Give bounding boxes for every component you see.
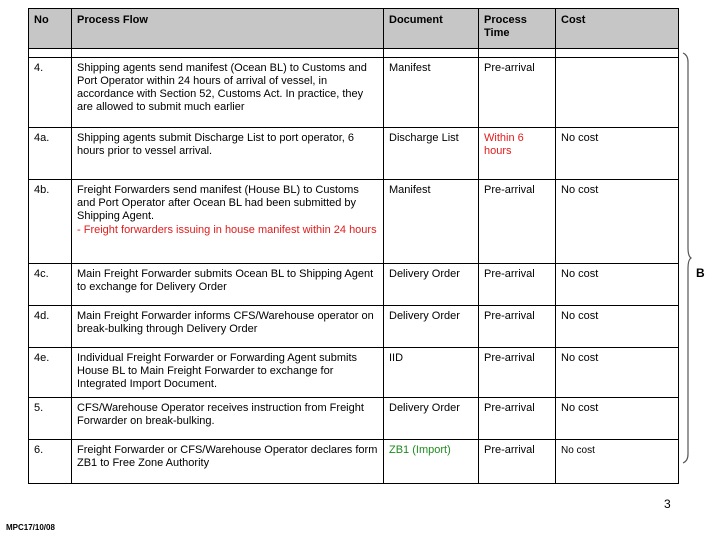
row-note: - Freight forwarders issuing in house manifest within 24 hours: [77, 224, 377, 236]
row-cost: No cost: [556, 306, 679, 348]
row-document: Manifest: [384, 180, 479, 264]
row-no: 4a.: [29, 128, 72, 180]
row-cost: No cost: [556, 348, 679, 398]
row-process: Main Freight Forwarder informs CFS/Warehouse operator on break-bulking through Delivery Order: [72, 306, 384, 348]
row-document: Delivery Order: [384, 398, 479, 440]
header-no: No: [29, 9, 72, 49]
row-process-cell: [72, 180, 384, 264]
row-time: Pre-arrival: [479, 58, 556, 128]
row-no: 4d.: [29, 306, 72, 348]
header-process-time: Process Time: [479, 9, 556, 49]
table-row: [29, 128, 679, 180]
row-process: CFS/Warehouse Operator receives instruction from Freight Forwarder on break-bulking.: [72, 398, 384, 440]
row-document: IID: [384, 348, 479, 398]
row-cost: No cost: [556, 128, 679, 180]
header-process-flow: Process Flow: [72, 9, 384, 49]
process-flow-table: [28, 8, 679, 484]
table-row: [29, 180, 679, 264]
table-row: [29, 306, 679, 348]
table-row: [29, 398, 679, 440]
row-document: Delivery Order: [384, 264, 479, 306]
header-document: Document: [384, 9, 479, 49]
row-document: Manifest: [384, 58, 479, 128]
row-time: Pre-arrival: [479, 306, 556, 348]
row-no: 5.: [29, 398, 72, 440]
row-process: Freight Forwarders send manifest (House BL) to Customs and Port Operator after Ocean BL had been submitted by Shipping Agent.: [77, 184, 359, 222]
row-no: 4b.: [29, 180, 72, 264]
row-document: Discharge List: [384, 128, 479, 180]
spacer-row: [29, 49, 679, 58]
row-time: Pre-arrival: [479, 398, 556, 440]
row-no: 4e.: [29, 348, 72, 398]
row-no: 4c.: [29, 264, 72, 306]
row-process: Main Freight Forwarder submits Ocean BL to Shipping Agent to exchange for Delivery Order: [72, 264, 384, 306]
table-row: [29, 440, 679, 484]
group-label-b: B: [696, 266, 705, 280]
page-number: 3: [664, 497, 671, 511]
header-cost: Cost: [556, 9, 679, 49]
row-cost: No cost: [556, 440, 679, 484]
row-time: Pre-arrival: [479, 264, 556, 306]
row-cost: [556, 58, 679, 128]
row-no: 6.: [29, 440, 72, 484]
row-time: Pre-arrival: [479, 440, 556, 484]
table-row: [29, 264, 679, 306]
row-no: 4.: [29, 58, 72, 128]
bracket-brace: [682, 52, 692, 464]
table-row: [29, 348, 679, 398]
row-time: Pre-arrival: [479, 180, 556, 264]
row-process: Individual Freight Forwarder or Forwarding Agent submits House BL to Main Freight Forwarder to exchange for Integrated Import Document.: [72, 348, 384, 398]
table-header-row: [29, 9, 679, 49]
row-process: Shipping agents submit Discharge List to port operator, 6 hours prior to vessel arrival.: [72, 128, 384, 180]
row-cost: No cost: [556, 398, 679, 440]
row-document: Delivery Order: [384, 306, 479, 348]
row-cost: No cost: [556, 264, 679, 306]
row-process: Shipping agents send manifest (Ocean BL) to Customs and Port Operator within 24 hours of arrival of vessel, in accordance with Section 52, Customs Act. In practice, they are allowed to submit much earlier: [72, 58, 384, 128]
row-process: Freight Forwarder or CFS/Warehouse Operator declares form ZB1 to Free Zone Authority: [72, 440, 384, 484]
footer-code: MPC17/10/08: [6, 523, 55, 532]
row-time: Pre-arrival: [479, 348, 556, 398]
row-cost: No cost: [556, 180, 679, 264]
table-row: [29, 58, 679, 128]
row-time: Within 6 hours: [479, 128, 556, 180]
row-document: ZB1 (Import): [384, 440, 479, 484]
